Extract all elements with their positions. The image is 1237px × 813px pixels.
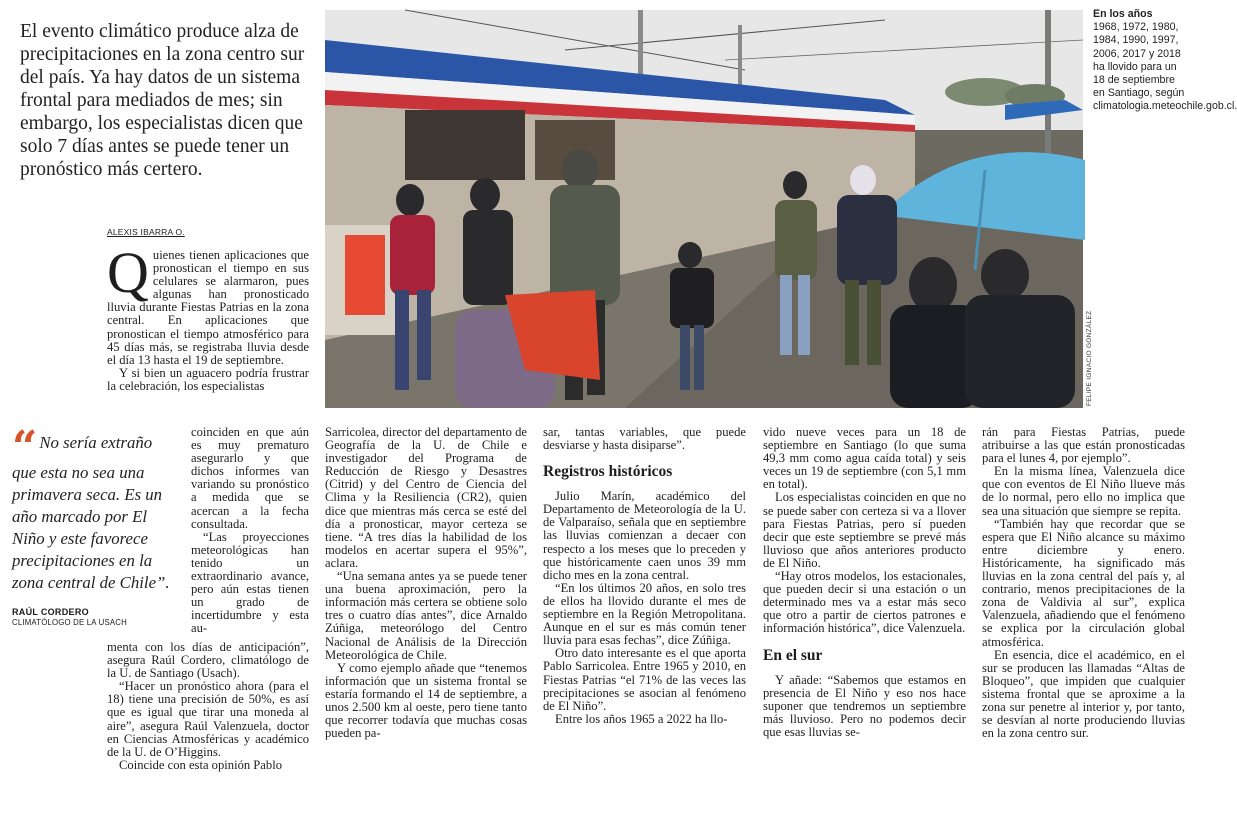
- paragraph: menta con los días de anticipación”, asegura Raúl Cordero, climatólogo de la U. de Santiago (Usach).: [107, 640, 309, 681]
- paragraph-text: uienes tienen aplicaciones que pronostican el tiempo en sus celulares se alarmaron, pues algunas han pronosticado lluvia durante Fiestas Patrias en la zona central. En aplicaciones que pronostican el tiempo atmosférico para 45 días más, se registraba lluvia desde el día 13 hasta el 19 de septiembre.: [107, 248, 309, 367]
- subheading: En el sur: [763, 646, 823, 664]
- paragraph: “Hacer un pronóstico ahora (para el 18) tiene una precisión de 50%, es así que es igual que tirar una moneda al aire”, asegura Raúl Valenzuela, doctor en Ciencias Atmosféricas y académico de la U. de O’Higgins.: [107, 679, 309, 759]
- byline: ALEXIS IBARRA O.: [107, 227, 185, 237]
- paragraph: [107, 240, 309, 367]
- photo-illustration: [325, 10, 1083, 408]
- paragraph: Otro dato interesante es el que aporta Pablo Sarricolea. Entre 1965 y 2010, en Fiestas Patrias “el 71% de las veces las precipitaciones se asocian al fenómeno de El Niño”.: [543, 646, 746, 713]
- drop-cap: Q: [107, 240, 149, 305]
- quote-author-role: CLIMATÓLOGO DE LA USACH: [12, 618, 127, 627]
- quote-author: RAÚL CORDERO: [12, 607, 89, 617]
- paragraph: “Las proyecciones meteorológicas han tenido un extraordinario avance, pero aún estas tienen un grado de incertidumbre y esta au-: [191, 529, 309, 636]
- paragraph: En la misma línea, Valenzuela dice que con eventos de El Niño llueve más de lo normal, pero ello no implica que sea una situación que siempre se repita.: [982, 464, 1185, 518]
- paragraph: Entre los años 1965 a 2022 ha llo-: [555, 711, 728, 726]
- sidebar-title: En los años: [1093, 8, 1153, 20]
- column-4: [763, 426, 966, 739]
- paragraph: Sarricolea, director del departamento de Geografía de la U. de Chile e investigador del Programa de Reducción de Riesgo y Desastres (Citrid) y del Centro de Ciencia del Clima y la Resiliencia (CR2), quien dice que mientras más cerca se esté del día a pronosticar, mayor certeza se tiene. “A tres días la habilidad de los modelos en acertar supera el 95%”, aclara.: [325, 425, 527, 570]
- quote-mark-icon: “: [12, 422, 38, 473]
- paragraph: Y si bien un aguacero podría frustrar la celebración, los especialistas: [107, 365, 309, 393]
- article-lead: El evento climático produce alza de precipitaciones en la zona centro sur del país. Ya hay datos de un sistema frontal para mediados de mes; sin embargo, los especialistas dicen que solo 7 días antes se puede tener un pronóstico más certero.: [20, 21, 305, 180]
- paragraph: Julio Marín, académico del Departamento de Meteorología de la U. de Valparaíso, señala que en septiembre las lluvias comienzan a decaer con respecto a los meses que lo preceden y que históricamente caen unos 39 mm dicho mes en la zona central.: [543, 489, 746, 582]
- paragraph: sar, tantas variables, que puede desviarse y hasta disiparse”.: [543, 425, 746, 453]
- paragraph: “En los últimos 20 años, en solo tres de ellos ha llovido durante el mes de septiembre en la Región Metropolitana. Aunque en el sur es más común tener lluvia para esas fechas”, dice Zúñiga.: [543, 580, 746, 648]
- paragraph: vido nueve veces para un 18 de septiembre en Santiago (lo que suma 49,3 mm como agua caída total) y seis veces un 19 de septiembre (con 5,1 mm en total).: [763, 425, 966, 492]
- paragraph: Y añade: “Sabemos que estamos en presencia de El Niño y eso nos hace suponer que tendremos un septiembre más lluvioso. Pero no podemos decir que esas lluvias se-: [763, 672, 966, 739]
- sidebar-fact: [1093, 8, 1237, 114]
- column-1-bottom: [107, 641, 309, 772]
- sidebar-text: 1968, 1972, 1980, 1984, 1990, 1997, 2006, 2017 y 2018 ha llovido para un 18 de septiembre en Santiago, según climatologia.meteochile.gob.cl.: [1093, 21, 1237, 113]
- paragraph: “También hay que recordar que se espera que El Niño alcance su máximo entre diciembre y enero. Históricamente, ha significado más lluvias en la zona central del país y, al contrario, menos precipitaciones de la zona de Valdivia al sur”, explica Valenzuela, añadiendo que el fenómeno se explica por la circulación global atmosférica.: [982, 516, 1185, 649]
- quote-text: No sería extraño que esta no sea una primavera seca. Es un año marcado por El Niño y este favorece precipitaciones en la zona central de Chile”.: [12, 433, 170, 592]
- column-3: [543, 426, 746, 726]
- paragraph: En esencia, dice el académico, en el sur se producen las llamadas “Altas de Bloqueo”, que impiden que cualquier sistema frontal que se aproxime a la zona sur penetre al interior y, por tanto, se desvían al norte produciendo lluvias en la zona centro sur.: [982, 647, 1185, 741]
- photo-credit-text: FELIPE IGNACIO GONZÁLEZ: [1086, 310, 1093, 406]
- paragraph: Coincide con esta opinión Pablo: [119, 757, 282, 772]
- column-2: [325, 426, 527, 740]
- paragraph: “Una semana antes ya se puede tener una buena aproximación, pero la información más certera se obtiene solo tres o cuatro días antes”, dice Arnaldo Zúñiga, meteorólogo del Centro Nacional de Análisis de la Dirección Meteorológica de Chile.: [325, 569, 527, 662]
- photo-credit: [1086, 310, 1098, 406]
- column-5: [982, 426, 1185, 740]
- paragraph: Y como ejemplo añade que “tenemos información que un sistema frontal se estaría formando el 14 de septiembre, a unos 2.500 km al oeste, pero tiene tanto que recorrer todavía que muchas cosas pueden pa-: [325, 660, 527, 741]
- paragraph: rán para Fiestas Patrias, puede atribuirse a las que están pronosticadas para el lunes 4, por ejemplo”.: [982, 425, 1185, 466]
- paragraph: coinciden en que aún es muy prematuro asegurarlo y que dichos informes van variando su pronóstico a medida que se acercan a la fecha consultada.: [191, 425, 309, 531]
- pull-quote: [12, 422, 177, 594]
- paragraph: “Hay otros modelos, los estacionales, que pueden decir si una estación o un determinado mes va a estar más seco que otro a partir de ciertos patrones e información histórica”, dice Valenzuela.: [763, 569, 966, 636]
- column-1-narrow: [191, 426, 309, 636]
- subheading: Registros históricos: [543, 463, 673, 481]
- paragraph: Los especialistas coinciden en que no se puede saber con certeza si va a llover para Fiestas Patrias, pero sí pueden decir que este septiembre se prevé más lluvioso que años anteriores producto de El Niño.: [763, 490, 966, 570]
- news-photo: [325, 10, 1083, 408]
- column-1-top: [107, 240, 309, 393]
